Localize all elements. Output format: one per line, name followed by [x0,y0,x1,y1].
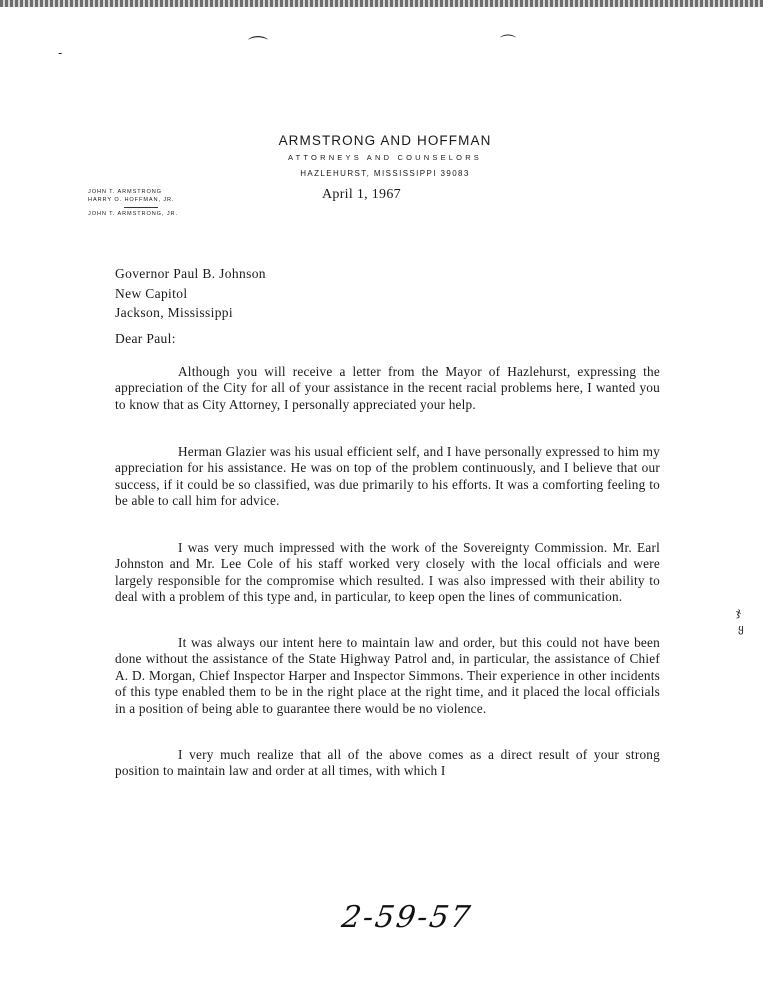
firm-subtitle: ATTORNEYS AND COUNSELORS [287,153,483,162]
firm-address: HAZLEHURST, MISSISSIPPI 39083 [300,169,470,178]
partners-list [88,188,178,218]
salutation: Dear Paul: [115,331,176,346]
margin-scribble: ჯ [736,606,741,619]
letter-date: April 1, 1967 [322,187,401,202]
recipient-line: Jackson, Mississippi [115,305,234,320]
partner-name: JOHN T. ARMSTRONG [88,189,162,195]
letterhead [240,132,530,180]
corner-mark-left: ⌒ [248,34,268,58]
body-paragraph: I was very much impressed with the work of the Sovereignty Commission. Mr. Earl Johnston and Mr. Lee Cole of his staff worked very closely with the local officials and were largely responsible for the compromise which resulted. I was also impressed with their ability to deal with a problem of this type and, in particular, to keep open the lines of communication. [115,540,660,605]
margin-scribble: ყ [738,622,744,635]
body-paragraph: It was always our intent here to maintain law and order, but this could not have been done without the assistance of the State Highway Patrol and, in particular, the assistance of Chief A. D. Morgan, Chief Inspector Harper and Inspector Simmons. Their experience in other incidents of this type enabled them to be in the right place at the right time, and it placed the local officials in a position of being able to guarantee there would be no violence. [115,635,660,716]
firm-name: ARMSTRONG AND HOFFMAN [278,133,492,148]
corner-mark-right: ⌒ [500,33,517,52]
handwritten-file-number: 2-59-57 [339,900,475,935]
page-top-edge [0,0,763,7]
margin-dash: - [58,46,63,60]
body-paragraph: Although you will receive a letter from the Mayor of Hazlehurst, expressing the appreciation of the City for all of your assistance in the recent racial problems here, I wanted you to know that as City Attorney, I personally appreciated your help. [115,364,660,412]
recipient-line: New Capitol [115,285,188,301]
partners-divider [124,207,158,208]
recipient-line: Governor Paul B. Johnson [115,266,266,281]
partner-name: JOHN T. ARMSTRONG, JR. [88,211,178,217]
recipient-address [115,264,266,323]
body-paragraph: Herman Glazier was his usual efficient self, and I have personally expressed to him my appreciation for his assistance. He was on top of the problem continuously, and I believe that our success, if it could be so classified, was due primarily to his efforts. It was a comforting feeling to be able to call him for advice. [115,444,660,509]
partner-name: HARRY O. HOFFMAN, JR. [88,197,175,203]
body-paragraph: I very much realize that all of the above comes as a direct result of your strong position to maintain law and order at all times, with which I [115,747,660,779]
